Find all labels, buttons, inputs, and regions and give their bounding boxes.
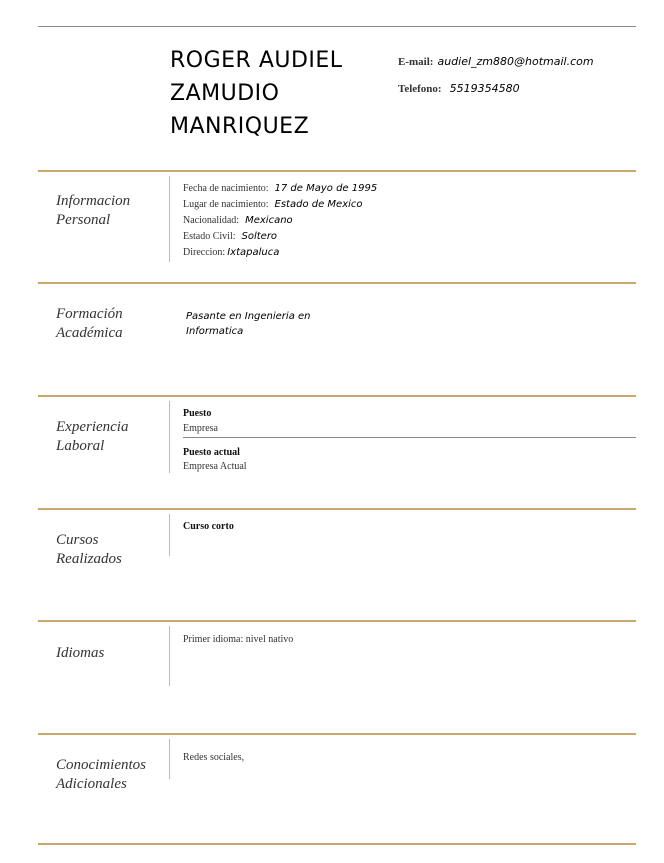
section-vline [169, 514, 170, 556]
field-value: 17 de Mayo de 1995 [274, 183, 378, 194]
field-nationality [183, 215, 293, 226]
field-label: Nacionalidad: [183, 215, 240, 226]
field-value: Soltero [241, 231, 278, 242]
section-divider-personal [38, 170, 636, 172]
field-civil-status [183, 231, 277, 242]
section-divider-formacion [38, 282, 636, 284]
field-label: Fecha de nacimiento: [183, 183, 269, 194]
formacion-line: Informatica [186, 326, 244, 337]
field-birth-date [183, 183, 377, 194]
section-divider-cursos [38, 508, 636, 510]
section-title-line: Personal [56, 212, 111, 228]
job-1-company: Empresa [183, 423, 218, 434]
section-title-experiencia [56, 418, 128, 456]
section-title-line: Cursos [56, 532, 99, 548]
phone-label: Telefono: [398, 83, 442, 95]
job-1-position: Puesto [183, 408, 212, 419]
bottom-divider [38, 843, 636, 845]
section-vline [169, 739, 170, 779]
field-value: Ixtapaluca [227, 247, 280, 258]
name-line-1: ROGER AUDIEL [170, 48, 343, 73]
job-2-company: Empresa Actual [183, 461, 247, 472]
full-name [170, 44, 343, 143]
course-name: Curso corto [183, 521, 234, 532]
section-title-line: Conocimientos [56, 757, 146, 773]
field-address [183, 247, 279, 258]
section-vline [169, 401, 170, 473]
section-title-cursos [56, 531, 122, 569]
section-title-line: Informacion [56, 193, 131, 209]
email-value: audiel_zm880@hotmail.com [437, 55, 594, 68]
additional-knowledge-text: Redes sociales, [183, 752, 245, 763]
name-line-3: MANRIQUEZ [170, 114, 310, 139]
job-2-position: Puesto actual [183, 447, 240, 458]
section-title-line: Adicionales [56, 776, 127, 792]
section-title-line: Realizados [56, 551, 122, 567]
section-title-line: Idiomas [56, 645, 105, 661]
field-label: Lugar de nacimiento: [183, 199, 269, 210]
formacion-text [186, 309, 311, 339]
section-title-conocimientos [56, 756, 146, 794]
field-birth-place [183, 199, 363, 210]
top-divider [38, 26, 636, 27]
section-title-formacion [56, 305, 123, 343]
section-divider-idiomas [38, 620, 636, 622]
section-vline [169, 626, 170, 686]
section-divider-conocimientos [38, 733, 636, 735]
job-divider [183, 437, 636, 438]
field-value: Mexicano [245, 215, 293, 226]
field-value: Estado de Mexico [274, 199, 363, 210]
field-label: Estado Civil: [183, 231, 236, 242]
section-title-personal [56, 192, 130, 230]
phone-row [398, 82, 520, 95]
email-label: E-mail: [398, 56, 434, 68]
section-title-line: Experiencia [56, 419, 129, 435]
section-title-idiomas [56, 644, 104, 663]
section-title-line: Formación [56, 306, 123, 322]
section-vline [169, 176, 170, 262]
section-title-line: Laboral [56, 438, 105, 454]
section-title-line: Académica [56, 325, 123, 341]
formacion-line: Pasante en Ingenieria en [186, 311, 311, 322]
language-text: Primer idioma: nivel nativo [183, 634, 294, 645]
phone-value: 5519354580 [449, 82, 520, 95]
email-row [398, 55, 594, 68]
name-line-2: ZAMUDIO [170, 81, 280, 106]
field-label: Direccion: [183, 247, 226, 258]
section-divider-experiencia [38, 395, 636, 397]
